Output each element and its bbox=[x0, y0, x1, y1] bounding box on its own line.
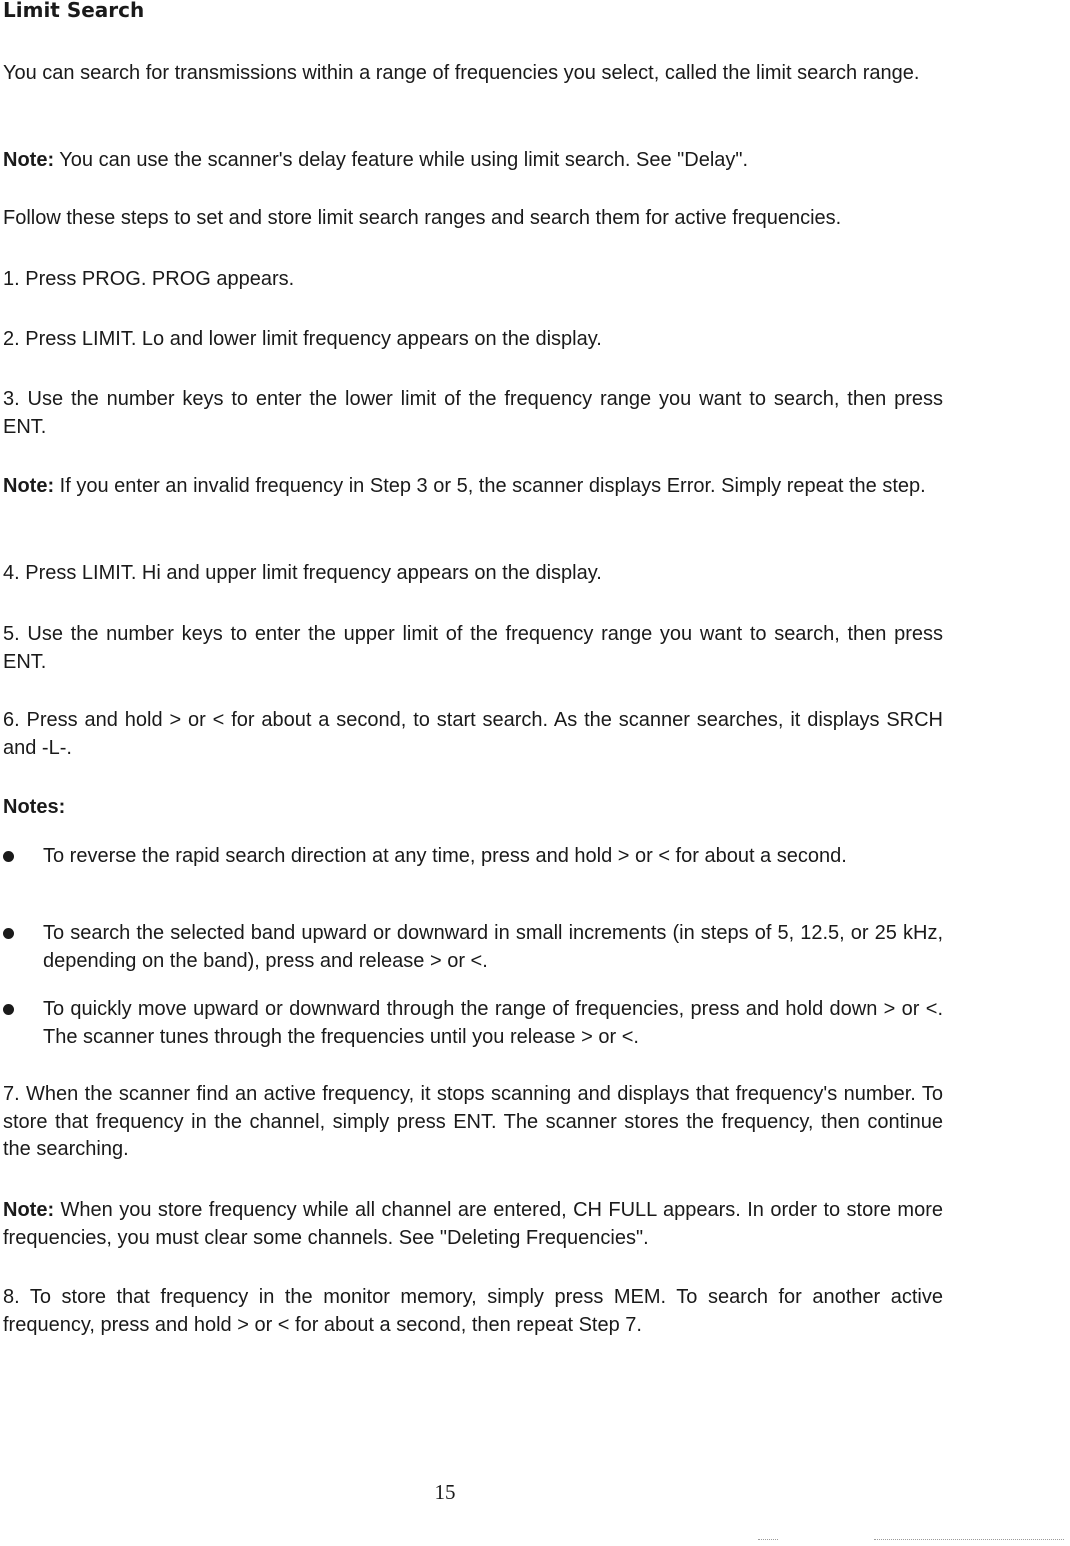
bullet-text: To reverse the rapid search direction at any time, press and hold > or < for about a second. bbox=[43, 845, 847, 867]
note-error bbox=[3, 473, 943, 501]
note-delay bbox=[3, 147, 943, 175]
note-full bbox=[3, 1197, 943, 1252]
bullet-dot-icon bbox=[3, 851, 14, 862]
bullet-dot-icon bbox=[3, 928, 14, 939]
step-2: 2. Press LIMIT. Lo and lower limit frequency appears on the display. bbox=[3, 328, 602, 350]
bullet-dot-icon bbox=[3, 1004, 14, 1015]
step-1: 1. Press PROG. PROG appears. bbox=[3, 268, 295, 290]
step-8: 8. To store that frequency in the monitor memory, simply press MEM. To search for another active frequency, press and hold > or < for about a second, then repeat Step 7. bbox=[3, 1286, 943, 1336]
note-text: When you store frequency while all channel are entered, CH FULL appears. In order to store more frequencies, you must clear some channels. See "Deleting Frequencies". bbox=[3, 1199, 943, 1249]
follow-paragraph: Follow these steps to set and store limit search ranges and search them for active frequencies. bbox=[3, 207, 842, 229]
page-number: 15 bbox=[434, 1480, 456, 1504]
section-title: Limit Search bbox=[3, 0, 145, 22]
scan-artifact-line bbox=[874, 1539, 1064, 1541]
note-text: If you enter an invalid frequency in Step 3 or 5, the scanner displays Error. Simply repeat the step. bbox=[54, 475, 926, 497]
step-7: 7. When the scanner find an active frequency, it stops scanning and displays that frequency's number. To store that frequency in the channel, simply press ENT. The scanner stores the frequency, then continue the searching. bbox=[3, 1083, 943, 1160]
scan-artifact-line bbox=[758, 1539, 778, 1541]
note-label: Note: bbox=[3, 149, 55, 171]
note-text: You can use the scanner's delay feature while using limit search. See "Delay". bbox=[54, 149, 749, 171]
note-label: Note: bbox=[3, 475, 55, 497]
intro-paragraph: You can search for transmissions within a range of frequencies you select, called the limit search range. bbox=[3, 62, 920, 84]
step-4: 4. Press LIMIT. Hi and upper limit frequency appears on the display. bbox=[3, 562, 602, 584]
bullet-text: To search the selected band upward or downward in small increments (in steps of 5, 12.5, or 25 kHz, depending on the band), press and release > or <. bbox=[43, 922, 943, 972]
note-label: Note: bbox=[3, 1199, 55, 1221]
bullet-text: To quickly move upward or downward through the range of frequencies, press and hold down > or <. The scanner tunes through the frequencies until you release > or <. bbox=[43, 998, 943, 1048]
step-6: 6. Press and hold > or < for about a second, to start search. As the scanner searches, it displays SRCH and -L-. bbox=[3, 709, 943, 759]
step-3: 3. Use the number keys to enter the lower limit of the frequency range you want to search, then press ENT. bbox=[3, 388, 943, 438]
step-5: 5. Use the number keys to enter the upper limit of the frequency range you want to search, then press ENT. bbox=[3, 623, 943, 673]
notes-heading: Notes: bbox=[3, 796, 66, 818]
